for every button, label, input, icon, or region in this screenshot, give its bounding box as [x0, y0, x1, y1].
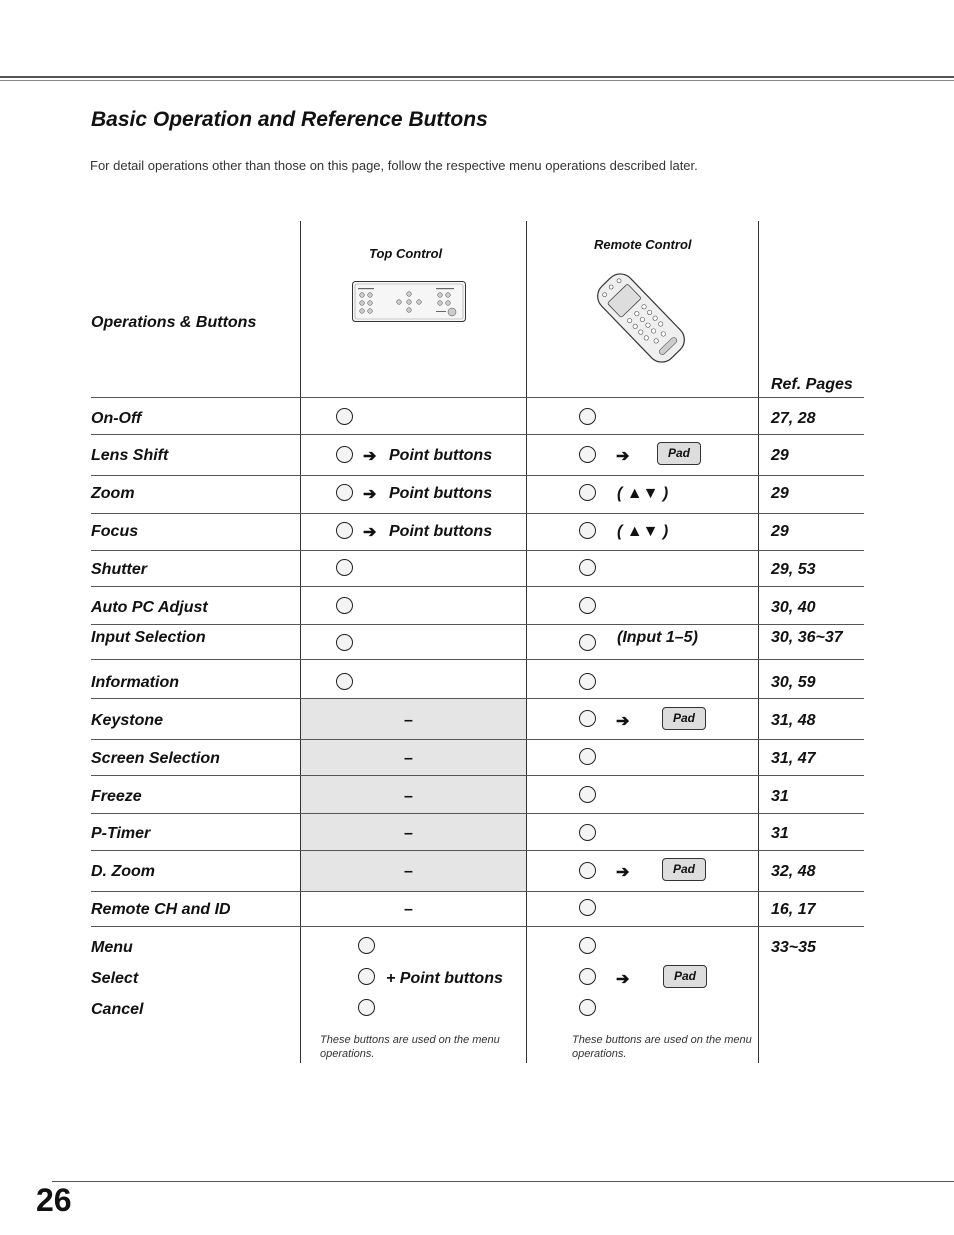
- arrow-icon: ➔: [363, 486, 377, 503]
- column-divider: [526, 221, 527, 1063]
- top-button-icon: [336, 597, 353, 614]
- row-divider: [91, 891, 864, 892]
- remote-button-icon: [579, 408, 596, 425]
- op-cancel: Cancel: [91, 1001, 144, 1018]
- row-divider: [91, 624, 864, 625]
- top-button-icon: [336, 673, 353, 690]
- plus-point-buttons-label: + Point buttons: [386, 970, 503, 987]
- op-p-timer: P-Timer: [91, 825, 151, 842]
- op-input-selection: Input Selection: [91, 629, 206, 646]
- ref-input-selection: 30, 36~37: [771, 629, 843, 646]
- point-buttons-label: Point buttons: [389, 523, 493, 540]
- row-divider: [91, 698, 864, 699]
- ref-shutter: 29, 53: [771, 561, 816, 578]
- top-button-icon: [336, 484, 353, 501]
- arrow-icon: ➔: [363, 524, 377, 541]
- remote-button-icon: [579, 559, 596, 576]
- op-d-zoom: D. Zoom: [91, 863, 155, 880]
- pad-button-icon: Pad: [662, 707, 706, 730]
- remote-button-icon: [579, 824, 596, 841]
- ref-remote-ch-id: 16, 17: [771, 901, 816, 918]
- page-title: Basic Operation and Reference Buttons: [91, 108, 488, 131]
- op-menu: Menu: [91, 939, 133, 956]
- ref-screen-selection: 31, 47: [771, 750, 816, 767]
- not-available-dash: –: [404, 863, 413, 880]
- up-down-label: ( ▲▼ ): [617, 523, 669, 540]
- row-divider: [91, 813, 864, 814]
- bottom-rule: [52, 1181, 954, 1182]
- top-button-icon: [336, 408, 353, 425]
- arrow-icon: ➔: [616, 713, 630, 730]
- op-on-off: On-Off: [91, 410, 142, 427]
- ref-focus: 29: [771, 523, 789, 540]
- top-button-icon: [358, 968, 375, 985]
- remote-button-icon: [579, 446, 596, 463]
- column-divider: [758, 221, 759, 1063]
- row-divider: [91, 739, 864, 740]
- op-zoom: Zoom: [91, 485, 135, 502]
- row-divider: [91, 659, 864, 660]
- header-operations: Operations & Buttons: [91, 314, 257, 331]
- arrow-icon: ➔: [363, 448, 377, 465]
- ref-freeze: 31: [771, 788, 789, 805]
- ref-auto-pc-adjust: 30, 40: [771, 599, 816, 616]
- up-down-label: ( ▲▼ ): [617, 485, 669, 502]
- remote-button-icon: [579, 899, 596, 916]
- remote-button-icon: [579, 522, 596, 539]
- remote-button-icon: [579, 748, 596, 765]
- remote-button-icon: [579, 484, 596, 501]
- top-button-icon: [358, 937, 375, 954]
- unavailable-shade: [301, 699, 526, 891]
- header-remote-control: Remote Control: [594, 237, 692, 252]
- op-lens-shift: Lens Shift: [91, 447, 169, 464]
- ref-keystone: 31, 48: [771, 712, 816, 729]
- top-rule-thin: [0, 80, 954, 81]
- top-button-icon: [336, 634, 353, 651]
- row-divider: [91, 397, 864, 398]
- ref-information: 30, 59: [771, 674, 816, 691]
- remote-button-icon: [579, 710, 596, 727]
- pad-button-icon: Pad: [662, 858, 706, 881]
- arrow-icon: ➔: [616, 448, 630, 465]
- op-auto-pc-adjust: Auto PC Adjust: [91, 599, 208, 616]
- input-range-label: (Input 1–5): [617, 629, 698, 646]
- ref-zoom: 29: [771, 485, 789, 502]
- op-freeze: Freeze: [91, 788, 142, 805]
- ref-on-off: 27, 28: [771, 410, 816, 427]
- remote-button-icon: [579, 597, 596, 614]
- top-button-icon: [336, 446, 353, 463]
- header-ref-pages: Ref. Pages: [771, 376, 853, 393]
- point-buttons-label: Point buttons: [389, 485, 493, 502]
- top-button-icon: [358, 999, 375, 1016]
- ref-menu: 33~35: [771, 939, 816, 956]
- remote-button-icon: [579, 937, 596, 954]
- not-available-dash: –: [404, 825, 413, 842]
- pad-button-icon: Pad: [663, 965, 707, 988]
- ref-p-timer: 31: [771, 825, 789, 842]
- op-keystone: Keystone: [91, 712, 164, 729]
- row-divider: [91, 513, 864, 514]
- row-divider: [91, 926, 864, 927]
- top-rule: [0, 76, 954, 78]
- ref-lens-shift: 29: [771, 447, 789, 464]
- op-screen-selection: Screen Selection: [91, 750, 220, 767]
- op-remote-ch-id: Remote CH and ID: [91, 901, 231, 918]
- op-select: Select: [91, 970, 139, 987]
- not-available-dash: –: [404, 750, 413, 767]
- remote-button-icon: [579, 862, 596, 879]
- op-shutter: Shutter: [91, 561, 147, 578]
- intro-text: For detail operations other than those on this page, follow the respective menu operations described later.: [90, 158, 698, 173]
- row-divider: [91, 775, 864, 776]
- remote-button-icon: [579, 999, 596, 1016]
- not-available-dash: –: [404, 712, 413, 729]
- op-information: Information: [91, 674, 179, 691]
- column-divider: [300, 221, 301, 1063]
- arrow-icon: ➔: [616, 864, 630, 881]
- point-buttons-label: Point buttons: [389, 447, 493, 464]
- top-control-panel-illustration: [352, 281, 466, 323]
- row-divider: [91, 475, 864, 476]
- row-divider: [91, 586, 864, 587]
- top-button-icon: [336, 559, 353, 576]
- page-number: 26: [36, 1182, 72, 1218]
- pad-button-icon: Pad: [657, 442, 701, 465]
- ref-d-zoom: 32, 48: [771, 863, 816, 880]
- remote-button-icon: [579, 786, 596, 803]
- op-focus: Focus: [91, 523, 139, 540]
- row-divider: [91, 434, 864, 435]
- not-available-dash: –: [404, 901, 413, 918]
- remote-control-note: These buttons are used on the menu operations.: [572, 1034, 752, 1060]
- remote-button-icon: [579, 968, 596, 985]
- row-divider: [91, 550, 864, 551]
- remote-control-illustration: [590, 270, 692, 366]
- arrow-icon: ➔: [616, 971, 630, 988]
- row-divider: [91, 850, 864, 851]
- remote-button-icon: [579, 634, 596, 651]
- top-button-icon: [336, 522, 353, 539]
- not-available-dash: –: [404, 788, 413, 805]
- top-control-note: These buttons are used on the menu operations.: [320, 1034, 500, 1060]
- remote-button-icon: [579, 673, 596, 690]
- header-top-control: Top Control: [369, 246, 443, 261]
